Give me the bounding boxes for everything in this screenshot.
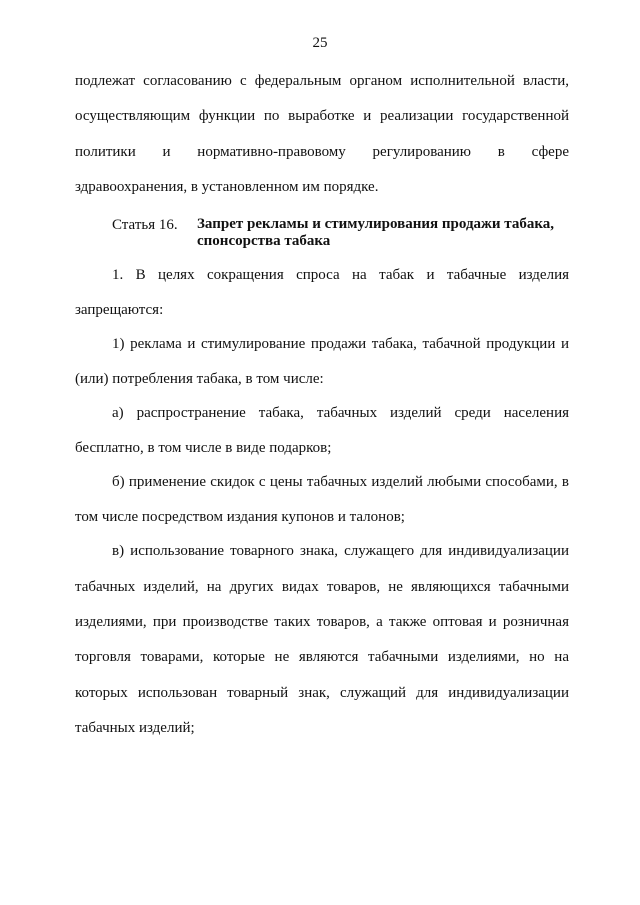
article-title-line-2: спонсорства табака <box>197 233 331 249</box>
article-title-line-1: Запрет рекламы и стимулирования продажи табака, <box>197 216 555 232</box>
intro-line-3: политики и нормативно-правовому регулированию в сфере <box>75 144 569 160</box>
item-v-line-2: табачных изделий, на других видах товаров, не являющихся табачными <box>75 579 569 595</box>
item-a-line-2: бесплатно, в том числе в виде подарков; <box>75 440 332 456</box>
sub1-line-1: 1) реклама и стимулирование продажи табака, табачной продукции и <box>112 336 569 352</box>
item-b-line-2: том числе посредством издания купонов и талонов; <box>75 509 405 525</box>
article-title <box>197 216 569 250</box>
intro-line-2: осуществляющим функции по выработке и реализации государственной <box>75 108 569 124</box>
sub1-line-2: (или) потребления табака, в том числе: <box>75 371 324 387</box>
item-v-line-5: которых использован товарный знак, служащий для индивидуализации <box>75 685 569 701</box>
item-v-line-3: изделиями, при производстве таких товаров, а также оптовая и розничная <box>75 614 569 630</box>
point1-line-2: запрещаются: <box>75 302 164 318</box>
item-a-line-1: а) распространение табака, табачных изделий среди населения <box>112 405 569 421</box>
page-number: 25 <box>312 35 328 51</box>
item-b-line-1: б) применение скидок с цены табачных изделий любыми способами, в <box>112 474 569 490</box>
article-label: Статья 16. <box>112 217 178 233</box>
intro-line-4: здравоохранения, в установленном им порядке. <box>75 179 379 195</box>
item-v-line-1: в) использование товарного знака, служащего для индивидуализации <box>112 543 569 559</box>
item-v-line-6: табачных изделий; <box>75 720 195 736</box>
item-v-line-4: торговля товарами, которые не являются табачными изделиями, но на <box>75 649 569 665</box>
intro-line-1: подлежат согласованию с федеральным органом исполнительной власти, <box>75 73 569 89</box>
point1-line-1: 1. В целях сокращения спроса на табак и табачные изделия <box>112 267 569 283</box>
